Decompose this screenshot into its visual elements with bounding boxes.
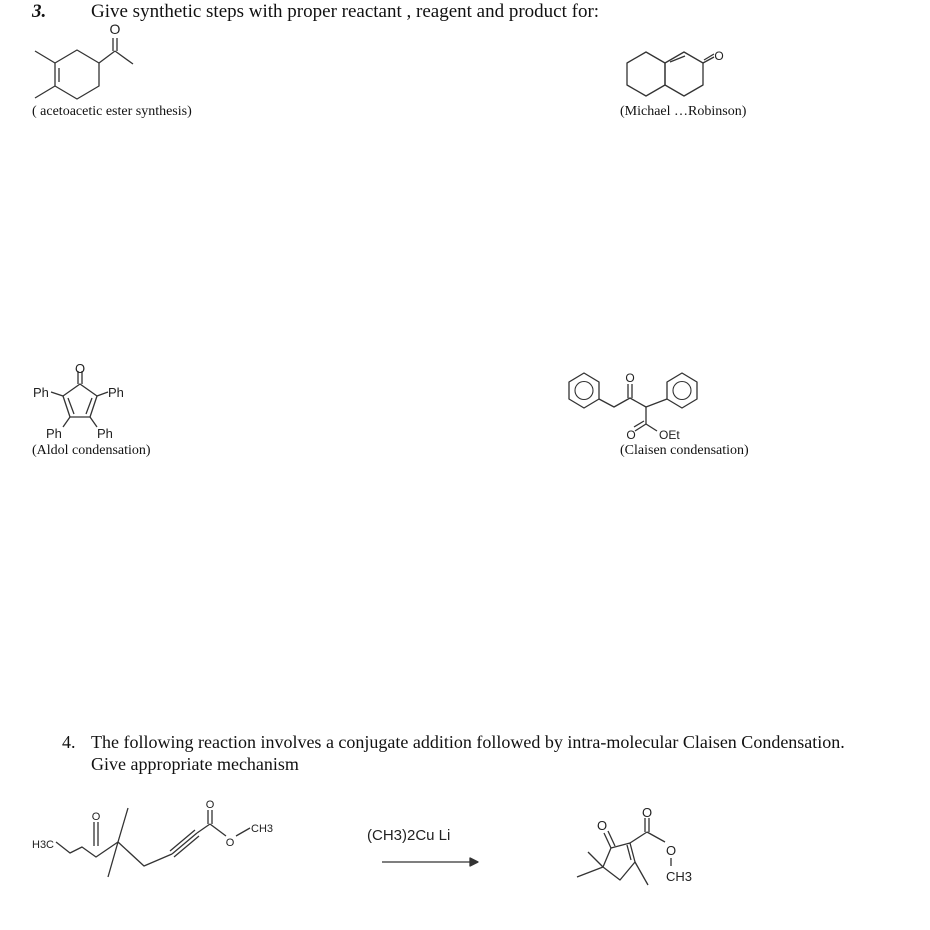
- methyl-label: CH3: [666, 869, 693, 884]
- question-3-prompt: Give synthetic steps with proper reactant , reagent and product for:: [91, 1, 600, 22]
- caption-michael-robinson: (Michael …Robinson): [620, 104, 747, 119]
- ethoxy-label: OEt: [659, 428, 680, 442]
- structure-claisen-product: [569, 371, 697, 442]
- question-3-number: 3.: [32, 1, 47, 22]
- structure-tetraphenylcyclopentadienone: [33, 361, 124, 441]
- oxygen-label: O: [205, 799, 215, 811]
- oxygen-label: O: [225, 837, 235, 849]
- oxygen-label: O: [109, 21, 121, 37]
- oxygen-label: O: [91, 811, 101, 823]
- oxygen-label: O: [641, 805, 653, 820]
- caption-claisen: (Claisen condensation): [620, 443, 749, 458]
- methyl-label: H3C: [32, 839, 55, 851]
- question-4-line-2: Give appropriate mechanism: [91, 754, 299, 774]
- reagent-label: (CH3)2Cu Li: [367, 827, 451, 844]
- structure-product-cyclopentenone: [577, 805, 692, 885]
- question-4-line-1: The following reaction involves a conjugate addition followed by intra-molecular Claisen Condensation.: [91, 732, 845, 752]
- oxygen-label: O: [665, 843, 677, 858]
- methyl-label: CH3: [251, 823, 274, 835]
- structure-reactant-diester: [32, 799, 273, 877]
- phenyl-label: Ph: [108, 385, 124, 400]
- oxygen-label: O: [74, 361, 86, 376]
- oxygen-label: O: [626, 428, 636, 442]
- caption-acetoacetic-ester: ( acetoacetic ester synthesis): [32, 104, 192, 119]
- question-4-number: 4.: [62, 732, 76, 752]
- reaction-arrow-head: [470, 858, 478, 866]
- phenyl-label: Ph: [33, 385, 49, 400]
- caption-aldol: (Aldol condensation): [32, 443, 151, 458]
- structure-acetoacetic-product: [35, 21, 133, 99]
- oxygen-label: O: [596, 818, 608, 833]
- phenyl-label: Ph: [97, 426, 113, 441]
- oxygen-label: O: [714, 49, 724, 63]
- oxygen-label: O: [625, 371, 635, 385]
- phenyl-label: Ph: [46, 426, 62, 441]
- structure-robinson-product: [627, 49, 724, 96]
